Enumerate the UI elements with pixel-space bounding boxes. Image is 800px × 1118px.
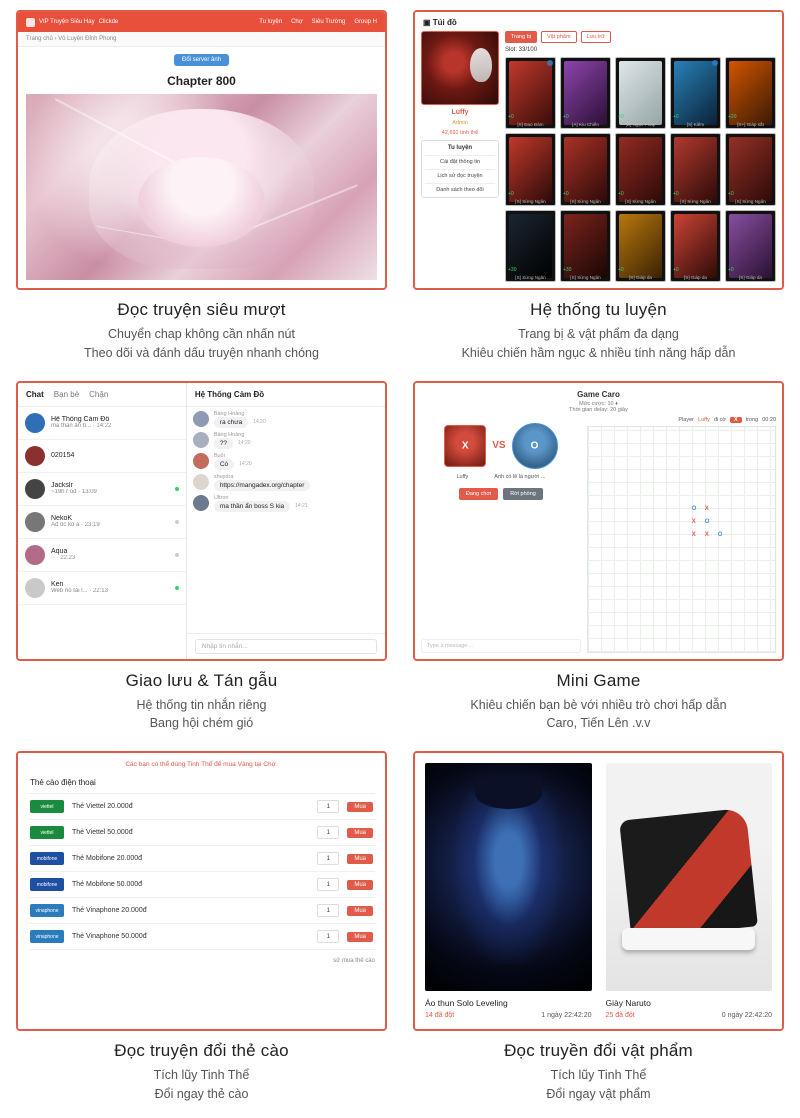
caption-title: Giao lưu & Tán gẫu [125,670,278,690]
game-body [415,413,782,659]
online-status-icon [175,553,179,557]
item-plus: +30 [563,267,572,273]
message-time: 14:20 [239,461,252,468]
message-row [214,438,379,449]
screenshot-frame-reader [16,10,387,290]
message-body [214,432,379,449]
caption-sub-2: Theo dõi và đánh dấu truyện nhanh chóng [84,345,319,360]
conversation-meta [51,482,169,495]
art-streak-icon [214,184,358,244]
conversation-name: Hệ Thống Cảm Đồ [51,416,110,424]
inventory-column [505,31,776,282]
item-plus: +0 [728,267,734,273]
product-image [425,763,592,991]
message-item [193,432,379,449]
message-item [193,495,379,512]
item-plus: +0 [508,190,514,197]
item-plus: +0 [673,114,679,121]
item-label: [S] Sừng Ngân [735,198,766,204]
caption-minigame [413,661,784,734]
slot-counter: Slot: 33/100 [505,47,538,53]
avatar [193,453,209,469]
versus-row [444,423,557,469]
item-label: [S] Giáp da [739,275,762,280]
board-mark-o: O [691,505,697,512]
reader-app [18,12,385,288]
screenshot-frame-items [413,751,784,1031]
message-time: 14:21 [295,503,308,510]
message-bubble[interactable]: https://mangadex.org/chapter [214,480,311,491]
item-art-icon [729,214,772,278]
screenshot-frame-chat [16,381,387,661]
inventory-slot[interactable] [615,133,666,205]
conversation-name: 020154 [51,452,75,460]
board-mark-o: O [704,518,710,525]
message-row [214,501,379,512]
caption-sub-1: Trang bị & vật phẩm đa dạng [518,327,679,341]
message-body [214,495,379,512]
status-suffix: trong [745,416,759,423]
card-label: Thẻ Vinaphone 20.000đ [72,907,147,915]
room-title: Hệ Thống Cảm Đồ [187,383,385,407]
message-body [214,411,379,428]
item-label: [S] Sừng Ngân [625,198,656,204]
item-plus: +30 [508,267,517,273]
message-item [193,411,379,428]
leave-room-button[interactable]: Rời phòng [503,488,543,500]
caption-sub-2: Đổi ngay vật phẩm [546,1087,651,1102]
avatar [193,432,209,448]
avatar [25,578,45,598]
table-row [28,898,375,924]
nav-item-cho[interactable]: Chợ [291,19,303,25]
status-mark: X [730,417,742,423]
message-author: Bàng Hoàng [213,431,245,438]
card-shop-app [18,753,385,1029]
playing-button[interactable]: Đang chơi [459,488,498,500]
item-label: [S] Sừng Ngân [570,275,601,280]
board-mark-x: X [704,531,709,538]
board-mark-x: X [691,518,696,525]
product-countdown: 0 ngày 22:42:20 [721,1012,772,1020]
game-bet: Mức cược: 10 ♦ [579,400,618,407]
conversation-name: Jackslr [51,482,73,490]
message-input[interactable]: Nhập tin nhắn... [195,639,377,654]
status-prefix: Player [678,416,695,423]
inventory-slot[interactable] [670,210,721,282]
product-name: Giày Naruto [605,998,651,1009]
inventory-slot[interactable] [560,210,611,282]
message-time: 14:20 [253,419,266,426]
quantity-input[interactable]: 1 [317,878,339,891]
quantity-input[interactable]: 1 [317,826,339,839]
item-plus: +20 [728,114,737,121]
inventory-slot[interactable] [725,57,776,129]
item-plus: +0 [618,114,624,121]
list-item[interactable] [18,407,186,440]
board-mark-x: X [704,505,709,512]
conversation-name: NekoK [51,515,73,523]
inventory-slot[interactable] [505,210,556,282]
avatar [25,413,45,433]
product-meta [606,1008,773,1019]
card-label: Thẻ Viettel 20.000đ [72,803,133,811]
avatar [193,411,209,427]
avatar [193,495,209,511]
item-art-icon [619,214,662,278]
message-row [214,417,379,428]
inventory-grid [505,57,776,282]
caption-inventory [413,290,784,363]
caption-sub-1: Tích lũy Tinh Thể [550,1068,647,1083]
caption-title: Đọc truyện siêu mượt [117,300,286,319]
message-bubble: ?? [214,438,233,449]
table-row [28,820,375,846]
reader-brand[interactable] [26,18,118,27]
card-label: Thẻ Mobifone 20.000đ [72,855,143,863]
carrier-logo-icon: vinaphone [30,904,64,917]
avatar [25,512,45,532]
inventory-slot[interactable] [505,133,556,205]
item-label: [D] Ngọc Pháp [625,122,656,128]
avatar [25,545,45,565]
caption-cards [16,1031,387,1104]
chapter-title: Chapter 800 [167,74,236,88]
quantity-input[interactable]: 1 [317,852,339,865]
avatar [25,446,45,466]
player-name: Luffy [451,109,469,116]
item-badge-icon [712,60,718,66]
item-plus: +0 [618,267,624,273]
feature-cell-reader [16,10,387,367]
quantity-input[interactable]: 1 [317,904,339,917]
item-plus: +0 [673,267,679,273]
conversation-preview: Ad đc ko a · 23:19 [51,522,100,529]
item-label: [S] Sừng Ngân [570,198,601,204]
caption-sub-1: Hệ thống tin nhắn riêng [136,697,267,712]
player-one-name: Luffy [456,473,469,480]
tab-storage[interactable]: Lưu trữ [581,31,611,43]
feature-cell-minigame [413,381,784,738]
item-badge-icon [547,60,553,66]
brand-label: VIP Truyện Siêu Hay [39,19,95,25]
carrier-logo-icon: viettel [30,800,64,813]
feature-row-3 [16,751,784,1108]
table-row [28,872,375,898]
chat-app [18,383,385,659]
caro-board[interactable] [587,426,776,653]
menu-item-following[interactable]: Danh sách theo dõi [425,183,495,193]
list-item[interactable] [18,572,186,605]
message-list [187,407,385,633]
item-art-icon [619,61,662,125]
breadcrumb[interactable]: Trang chủ › Vô Luyện Đỉnh Phong [18,32,385,47]
menu-item-settings[interactable]: Cài đặt thông tin [425,155,495,165]
product-bid-count: 25 đã đột [605,1012,635,1020]
item-art-icon [674,214,717,278]
conversation-meta [51,548,169,561]
history-link[interactable]: sử mua thẻ cào [333,958,375,965]
caption-sub-1: Tích lũy Tinh Thể [153,1068,250,1083]
buy-button[interactable]: Mua [347,880,373,890]
product-bid-count: 14 đã đột [425,1012,455,1020]
message-bubble: ma thần ẩn boss S kia [214,501,290,512]
item-art-icon [674,61,717,125]
message-bubble: Có [214,459,234,470]
item-label: [S] Đao Đảm [517,122,544,128]
avatar[interactable] [421,31,499,105]
conversation-preview: ma thần ẩn b... · 14:22 [51,423,112,430]
buy-button[interactable]: Mua [347,932,373,942]
buy-button[interactable]: Mua [347,802,373,812]
item-plus: +0 [673,190,679,197]
chat-body [18,383,385,659]
item-label: [A] Kiu Chiến [572,122,599,128]
item-plus: +0 [563,114,569,121]
versus-label: VS [492,440,506,452]
quantity-input[interactable]: 1 [317,800,339,813]
conversation-preview: ·· · 22:23 [51,555,76,562]
conversation-meta [51,515,169,528]
inventory-slot[interactable] [670,57,721,129]
conversation-preview: ~19h r od · 13:09 [51,489,97,496]
chat-tabs [18,383,186,407]
caption-sub-2: Caro, Tiến Lên .v.v [546,716,651,731]
item-plus: +0 [508,114,514,121]
item-label: [S] Kiếm [686,122,705,128]
caption-title: Đọc truyện đổi thẻ cào [114,1041,289,1061]
carrier-logo-icon: viettel [30,826,64,839]
menu-item-history[interactable]: Lịch sử đọc truyện [425,169,495,179]
product-name: Áo thun Solo Leveling [425,998,508,1009]
topbar-menu-label[interactable]: Clickde [98,19,119,25]
inventory-slot[interactable] [615,210,666,282]
message-row [214,459,379,470]
buy-button[interactable]: Mua [347,906,373,916]
list-item[interactable] [18,539,186,572]
message-time: 14:20 [238,440,251,447]
item-label: [S] Giáp da [684,275,707,280]
player-two-avatar[interactable] [512,423,558,469]
message-input-wrap [187,633,385,659]
carrier-logo-icon: vinaphone [30,930,64,943]
inventory-tabs [505,31,776,43]
avatar [193,474,209,490]
item-label: [S] Giáp da [629,275,652,280]
nav-item-group[interactable]: Group H [354,19,377,25]
message-item [193,453,379,470]
buy-button[interactable]: Mua [347,854,373,864]
card-label: Thẻ Viettel 50.000đ [72,829,133,837]
site-logo-icon [26,18,35,27]
inventory-slot[interactable] [505,57,556,129]
turn-status [587,417,776,426]
reader-topbar [18,12,385,32]
list-item[interactable] [18,473,186,506]
conversation-name: Ken [51,581,64,589]
player-one-mark: X [461,440,469,452]
table-row [28,794,375,820]
conversation-meta [51,581,169,594]
message-author: shuydra [213,473,234,480]
tab-items[interactable]: Vật phẩm [541,31,577,43]
item-art-icon [509,61,552,125]
player-one-avatar[interactable] [444,425,486,467]
nav-item-sieutruong[interactable]: Siêu Trường [311,19,346,25]
status-timer: 00:20 [762,416,776,423]
item-art-icon [619,137,662,201]
item-plus: +0 [563,190,569,197]
player-names [456,474,545,480]
players-pane [421,417,581,653]
caption-sub-2: Đổi ngay thẻ cào [154,1087,249,1102]
player-two-name: Anh có lẽ là người ... [494,473,546,480]
art-streak-icon [55,98,180,166]
caption-title: Đọc truyền đổi vật phẩm [504,1041,693,1061]
profile-column [421,31,499,282]
table-row [28,846,375,872]
caption-items [413,1031,784,1104]
conversation-meta [51,452,179,459]
online-status-icon [175,586,179,590]
table-row [28,924,375,950]
item-art-icon [674,137,717,201]
item-label: [S] Sừng Ngân [680,198,711,204]
product-grid [425,763,772,1019]
shop-section-title: Thẻ cào điện thoại [28,774,375,794]
product-image [606,763,773,991]
feature-cell-inventory [413,10,784,367]
player-stone-count: 42,691 tinh thể [441,130,479,136]
caption-title: Hệ thống tu luyện [530,300,667,319]
shop-note: Các bạn có thể dùng Tinh Thể để mua Vàng tại Chợ. [125,761,278,769]
tab-blocked[interactable]: Chặn [89,389,109,399]
message-author: Buổi [213,452,225,459]
cultivation-menu [421,140,499,198]
item-shop-app [415,753,782,1029]
feature-cell-items [413,751,784,1108]
reader-nav [259,19,377,25]
item-label: [S] Sừng Ngân [515,198,546,204]
avatar [25,479,45,499]
manga-page-image[interactable] [26,94,377,280]
item-plus: +0 [728,190,734,197]
screenshot-frame-minigame [413,381,784,661]
game-title: Game Caro [577,389,620,399]
item-art-icon [509,137,552,201]
status-mid: đi cờ [713,416,727,423]
tab-chat[interactable]: Chat [26,389,44,399]
list-item[interactable] [18,506,186,539]
screenshot-frame-inventory [413,10,784,290]
caption-title: Mini Game [556,670,641,690]
message-author: Ultron [213,494,229,501]
online-status-icon [175,487,179,491]
nav-item-tuluyen[interactable]: Tu luyện [259,19,283,25]
product-meta [425,1008,592,1019]
inventory-body [415,31,782,288]
feature-cell-chat [16,381,387,738]
buy-button[interactable]: Mua [347,828,373,838]
feature-cell-cards [16,751,387,1108]
change-image-server-button[interactable]: Đổi server ảnh [174,54,229,66]
item-art-icon [564,61,607,125]
product-countdown: 1 ngày 22:42:20 [541,1012,592,1020]
game-buttons [459,488,543,500]
tab-equipment[interactable]: Trang bị [505,31,537,43]
screenshot-frame-cards [16,751,387,1031]
item-art-icon [729,137,772,201]
player-two-mark: O [530,440,539,452]
board-pane [587,417,776,653]
quantity-input[interactable]: 1 [317,930,339,943]
caption-sub-1: Chuyển chap không cần nhấn nút [108,327,295,341]
inventory-title: ▣ Túi đồ [423,18,457,27]
feature-row-2 [16,381,784,738]
online-status-icon [175,520,179,524]
card-label: Thẻ Vinaphone 50.000đ [72,933,147,941]
inventory-slot[interactable] [670,133,721,205]
board-mark-o: O [717,531,723,538]
message-pane [187,383,385,659]
message-item [193,474,379,491]
message-body [214,453,379,470]
inventory-app [415,12,782,288]
conversation-meta [51,416,179,429]
inventory-slot[interactable] [725,210,776,282]
inventory-slot[interactable] [560,57,611,129]
item-art-icon [564,137,607,201]
game-chat-input[interactable]: Type a message ... [421,639,581,653]
feature-row-1 [16,10,784,367]
conversation-name: Aqua [51,548,68,556]
caption-sub-1: Khiêu chiến bạn bè với nhiều trò chơi hấp dẫn [470,697,727,712]
item-plus: +0 [618,190,624,197]
tab-friends[interactable]: Bạn bè [53,389,80,399]
caption-sub-2: Bang hội chém gió [149,716,254,731]
message-bubble: ra chưa [214,417,248,428]
cultivation-menu-header: Tu luyện [447,145,473,151]
inventory-slot[interactable] [560,133,611,205]
caro-game-app [415,383,782,659]
item-label: [S] Sừng Ngân [515,275,546,280]
product-card[interactable] [425,763,592,1019]
card-label: Thẻ Mobifone 50.000đ [72,881,143,889]
message-body [214,474,379,491]
game-delay: Thời gian delay: 20 giây [569,406,628,413]
inventory-slot[interactable] [615,57,666,129]
conversation-list-pane [18,383,187,659]
message-author: Bàng Hoàng [213,410,245,417]
carrier-logo-icon: mobifone [30,852,64,865]
carrier-logo-icon: mobifone [30,878,64,891]
message-row [214,480,379,491]
board-mark-x: X [691,531,696,538]
status-player: Luffy [698,416,710,423]
conversation-preview: Web nó tải l... · 22:13 [51,588,108,595]
item-label: [S+] Giáp sắt [737,122,764,128]
list-item[interactable] [18,440,186,473]
caption-chat [16,661,387,734]
art-streak-icon [97,226,201,245]
product-card[interactable] [606,763,773,1019]
server-button-wrap [18,47,385,68]
caption-sub-2: Khiêu chiến hầm ngục & nhiều tính năng hấp dẫn [461,345,736,360]
caption-reader [16,290,387,363]
player-role: Admin [452,120,468,126]
inventory-slot[interactable] [725,133,776,205]
